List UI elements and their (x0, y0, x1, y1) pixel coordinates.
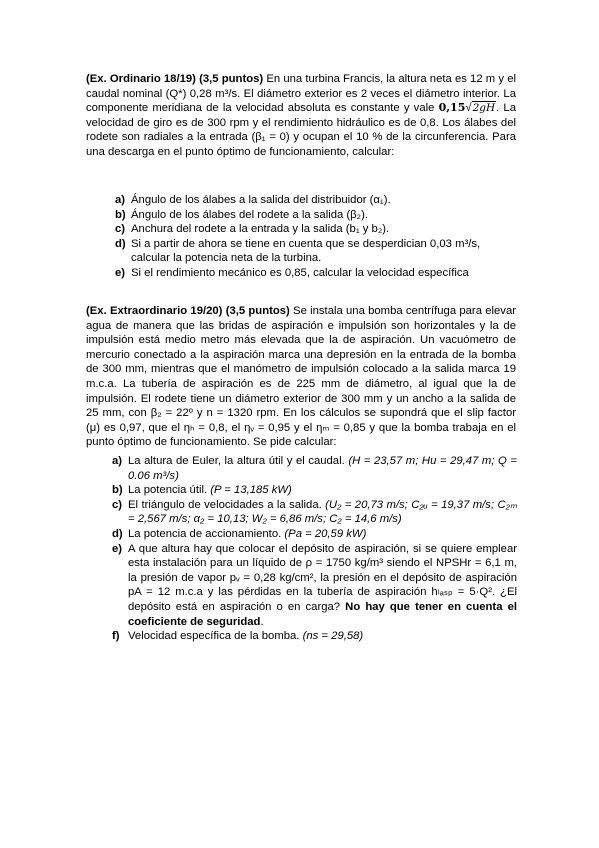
exercise-1-item-d (115, 237, 520, 266)
exercise-1-text-part2: . La velocidad de giro es de 300 rpm y el rendimiento hidráulico es de 0,8. Los álabes del rodete son radiales a la entrada (β₁ = 0) y ocupan el 10 % de la circunferencia. Para una descarga en el punto óptimo de funcionamiento, calcular: (86, 102, 516, 158)
exercise-1-item-b (115, 208, 520, 223)
exercise-1-title: (Ex. Ordinario 18/19) (3,5 puntos) (86, 73, 264, 85)
exercise-1-statement (86, 72, 516, 160)
item-label: a) (115, 194, 126, 206)
item-answer: (U₂ = 20,73 m/s; C₂ᵤ = 19,37 m/s; C₂ₘ = 2,567 m/s; α₂ = 10,13; W₂ = 6,86 m/s; C₂ = 14,6 m/s) (128, 498, 517, 526)
sqrt-symbol: √ (465, 102, 472, 115)
item-text-end: . (260, 615, 264, 628)
item-label: c) (115, 223, 126, 236)
item-label: d) (112, 527, 123, 540)
item-text: Si el rendimiento mecánico es 0,85, calcular la velocidad específica (131, 266, 469, 279)
item-text: Ángulo de los álabes a la salida del distribuidor (α₁). (131, 194, 391, 206)
item-text: Ángulo de los álabes del rodete a la salida (β₂). (131, 208, 368, 221)
item-label: c) (112, 498, 123, 511)
item-text: La altura de Euler, la altura útil y el caudal. (128, 455, 349, 467)
item-label: a) (112, 455, 123, 467)
exercise-2-item-a (112, 454, 517, 483)
exercise-1-item-a (115, 193, 520, 208)
item-label: d) (115, 237, 126, 250)
exercise-1-root: 2gH (472, 102, 496, 115)
item-label: f) (112, 630, 120, 643)
item-text: La potencia útil. (128, 484, 211, 497)
item-answer: (Pa = 20,59 kW) (284, 527, 367, 540)
exercise-2-item-d (112, 527, 517, 542)
exercise-2-item-f (112, 629, 517, 644)
exercise-1-text-part1: En una turbina Francis, la altura neta es 12 m y el caudal nominal (Q*) 0,28 m³/s. El diámetro exterior es 2 veces el diámetro interior. La componente meridiana de la velocidad absoluta es constante y vale (86, 73, 516, 115)
exercise-2-title: (Ex. Extraordinario 19/20) (3,5 puntos) (86, 305, 290, 317)
exercise-2-statement (86, 304, 516, 450)
item-text: El triángulo de velocidades a la salida. (128, 498, 326, 511)
item-label: e) (115, 266, 126, 279)
item-label: b) (112, 484, 123, 497)
exercise-2-item-b (112, 483, 517, 498)
exercise-2-text: Se instala una bomba centrífuga para elevar agua de manera que las bridas de aspiración e impulsión son horizontales y la de impulsión está medio metro más elevada que la de aspiración. Un vacuómetro de mercurio conectado a la aspiración marca una depresión en la entrada de la bomba de 300 mm, mientras que el manómetro de impulsión colocado a la salida marca 19 m.c.a. La tubería de aspiración es de 225 mm de diámetro, al igual que la de impulsión. El rodete tiene un diámetro exterior de 300 mm y un ancho a la salida de 25 mm, con β₂ = 22º y n = 1320 rpm. En los cálculos se supondrá que el slip factor (μ) es 0,97, que el ηₕ = 0,8, el ηᵥ = 0,95 y el ηₘ = 0,85 y que la bomba trabaja en el punto óptimo de funcionamiento. Se pide calcular: (86, 305, 516, 449)
item-text: A que altura hay que colocar el depósito de aspiración, si se quiere emplear esta instalación para un líquido de ρ = 1750 kg/m³ siendo el NPSHr = 6,1 m, la presión de vapor pᵥ = 0,28 kg/cm², la presión en el depósito de aspiración pA = 12 m.c.a y las pérdidas en la tubería de aspiración hₗₐₛₚ = 5·Q². ¿El depósito está en aspiración o en carga? (128, 542, 517, 613)
item-text: La potencia de accionamiento. (128, 527, 285, 540)
item-emphasis: No hay que tener en cuenta el coeficiente de seguridad (128, 600, 517, 628)
item-answer: (H = 23,57 m; Hu = 29,47 m; Q = 0.06 m³/s) (128, 455, 517, 482)
item-text: Si a partir de ahora se tiene en cuenta que se desperdician 0,03 m³/s, calcular la potencia neta de la turbina. (131, 237, 481, 265)
exercise-2-item-e (112, 542, 517, 630)
item-text: Velocidad específica de la bomba. (128, 630, 303, 643)
exercise-2-item-c (112, 498, 517, 527)
exercise-1-coefficient: 0,15 (438, 101, 466, 115)
item-label: b) (115, 208, 126, 221)
exercise-1-item-e (115, 266, 520, 281)
item-text: Anchura del rodete a la entrada y la salida (b₁ y b₂). (131, 223, 390, 236)
item-label: e) (112, 542, 123, 555)
exercise-1-questions (115, 193, 520, 281)
exercise-1-item-c (115, 222, 520, 237)
item-answer: (ns = 29,58) (302, 630, 364, 643)
item-answer: (P = 13,185 kW) (210, 484, 292, 497)
exercise-2-questions (112, 454, 517, 644)
